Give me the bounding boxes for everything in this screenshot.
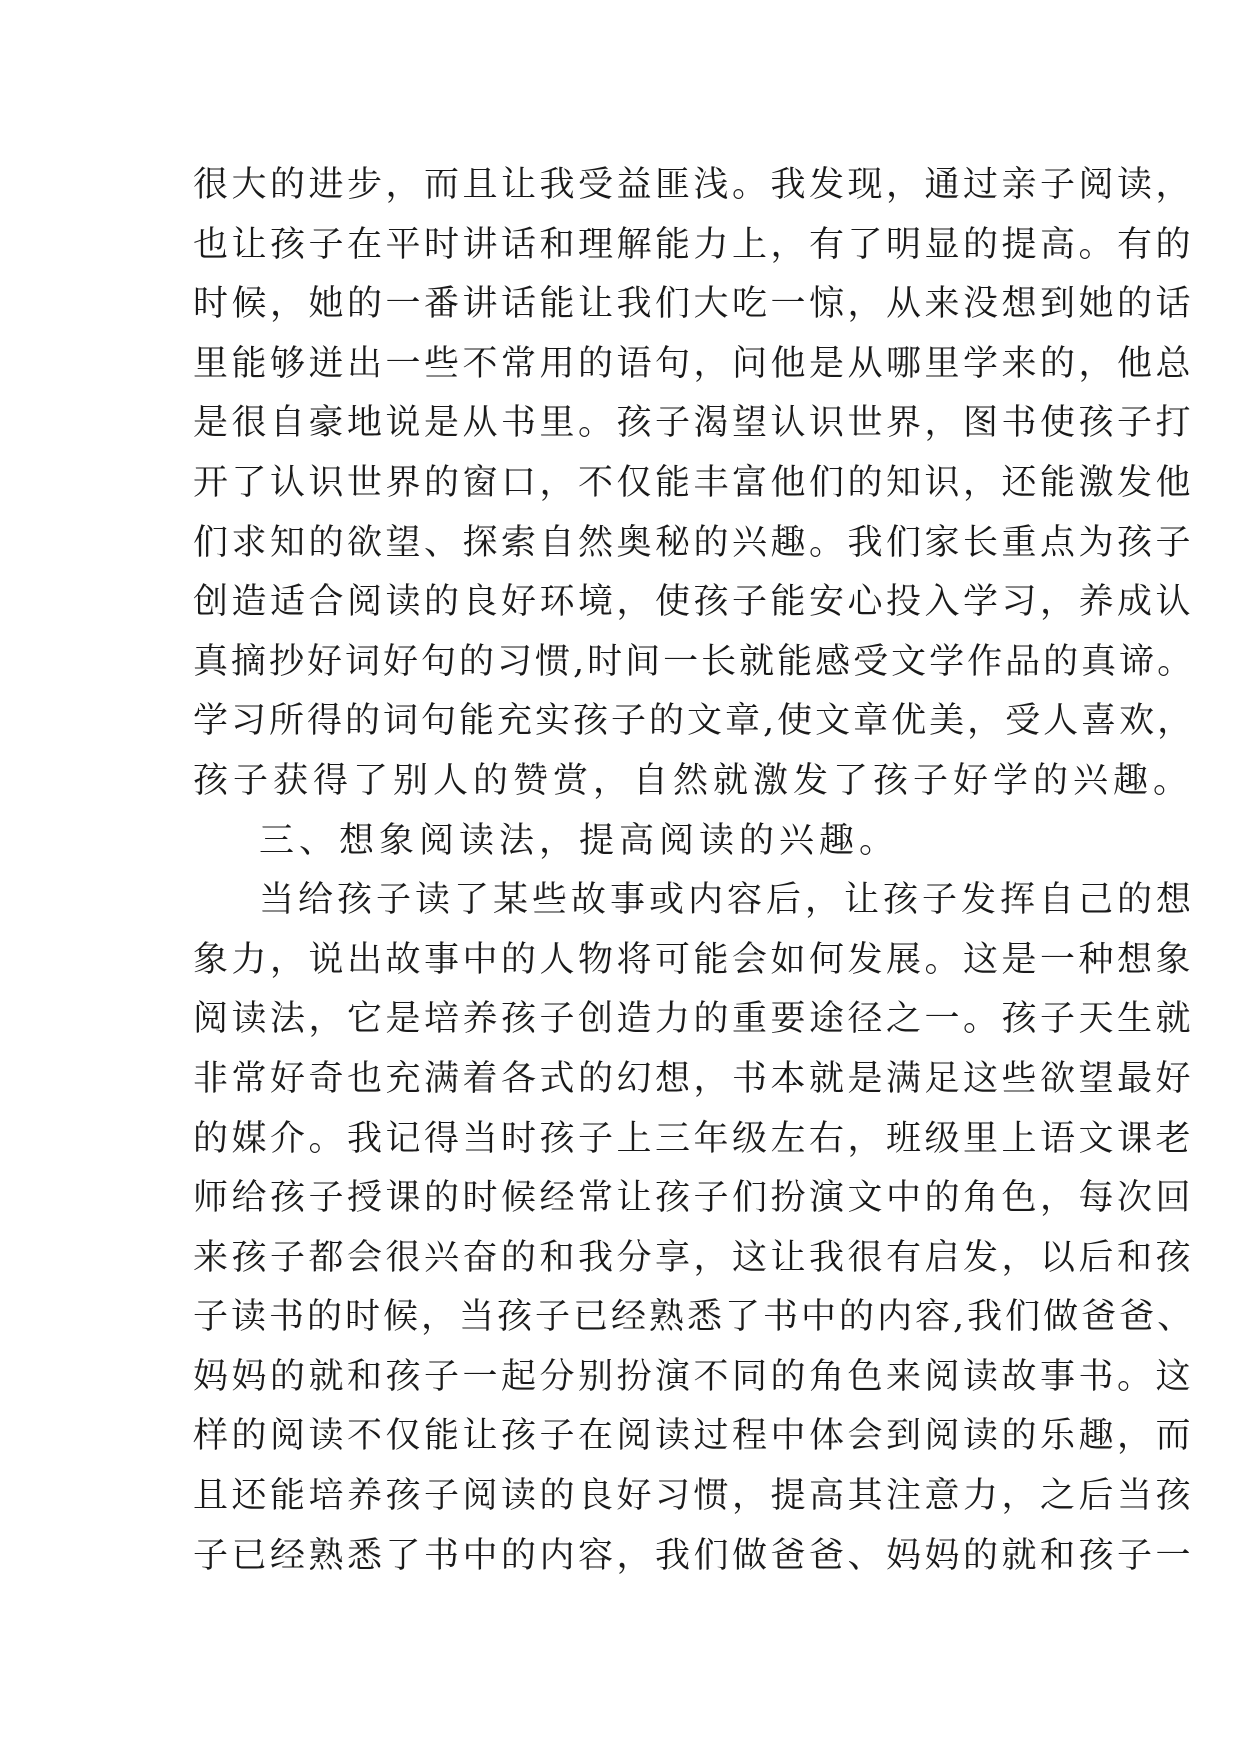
text-line: 子已经熟悉了书中的内容，我们做爸爸、妈妈的就和孩子一 <box>193 1535 1195 1576</box>
text-line: 且还能培养孩子阅读的良好习惯，提高其注意力，之后当孩 <box>193 1476 1195 1517</box>
text-line: 象力，说出故事中的人物将可能会如何发展。这是一种想象 <box>193 939 1195 980</box>
text-line: 孩子获得了别人的赞赏，自然就激发了孩子好学的兴趣。 <box>193 760 1194 801</box>
text-line: 也让孩子在平时讲话和理解能力上，有了明显的提高。有的 <box>193 224 1195 265</box>
text-line: 妈妈的就和孩子一起分别扮演不同的角色来阅读故事书。这 <box>193 1356 1195 1397</box>
text-line: 真摘抄好词好句的习惯,时间一长就能感受文学作品的真谛。 <box>193 641 1196 682</box>
text-line: 当给孩子读了某些故事或内容后，让孩子发挥自己的想 <box>259 880 1196 921</box>
text-line: 是很自豪地说是从书里。孩子渴望认识世界，图书使孩子打 <box>193 403 1195 444</box>
text-line: 学习所得的词句能充实孩子的文章,使文章优美，受人喜欢， <box>193 701 1196 742</box>
text-line: 们求知的欲望、探索自然奥秘的兴趣。我们家长重点为孩子 <box>193 522 1195 563</box>
text-line: 师给孩子授课的时候经常让孩子们扮演文中的角色，每次回 <box>193 1178 1195 1219</box>
text-line: 时候，她的一番讲话能让我们大吃一惊，从来没想到她的话 <box>193 284 1195 325</box>
text-line: 很大的进步，而且让我受益匪浅。我发现，通过亲子阅读， <box>193 165 1195 205</box>
text-line: 子读书的时候，当孩子已经熟悉了书中的内容,我们做爸爸、 <box>193 1297 1196 1338</box>
text-line: 创造适合阅读的良好环境，使孩子能安心投入学习，养成认 <box>193 582 1195 623</box>
text-line: 来孩子都会很兴奋的和我分享，这让我很有启发，以后和孩 <box>193 1237 1195 1278</box>
text-line: 非常好奇也充满着各式的幻想，书本就是满足这些欲望最好 <box>193 1058 1195 1099</box>
text-line: 的媒介。我记得当时孩子上三年级左右，班级里上语文课老 <box>193 1118 1195 1159</box>
text-line: 样的阅读不仅能让孩子在阅读过程中体会到阅读的乐趣，而 <box>193 1416 1195 1457</box>
text-line: 阅读法，它是培养孩子创造力的重要途径之一。孩子天生就 <box>193 999 1195 1040</box>
text-line: 开了认识世界的窗口，不仅能丰富他们的知识，还能激发他 <box>193 462 1195 503</box>
text-line: 三、想象阅读法，提高阅读的兴趣。 <box>259 820 900 861</box>
text-line: 里能够迸出一些不常用的语句，问他是从哪里学来的，他总 <box>193 343 1195 384</box>
body-text <box>193 156 1196 1586</box>
